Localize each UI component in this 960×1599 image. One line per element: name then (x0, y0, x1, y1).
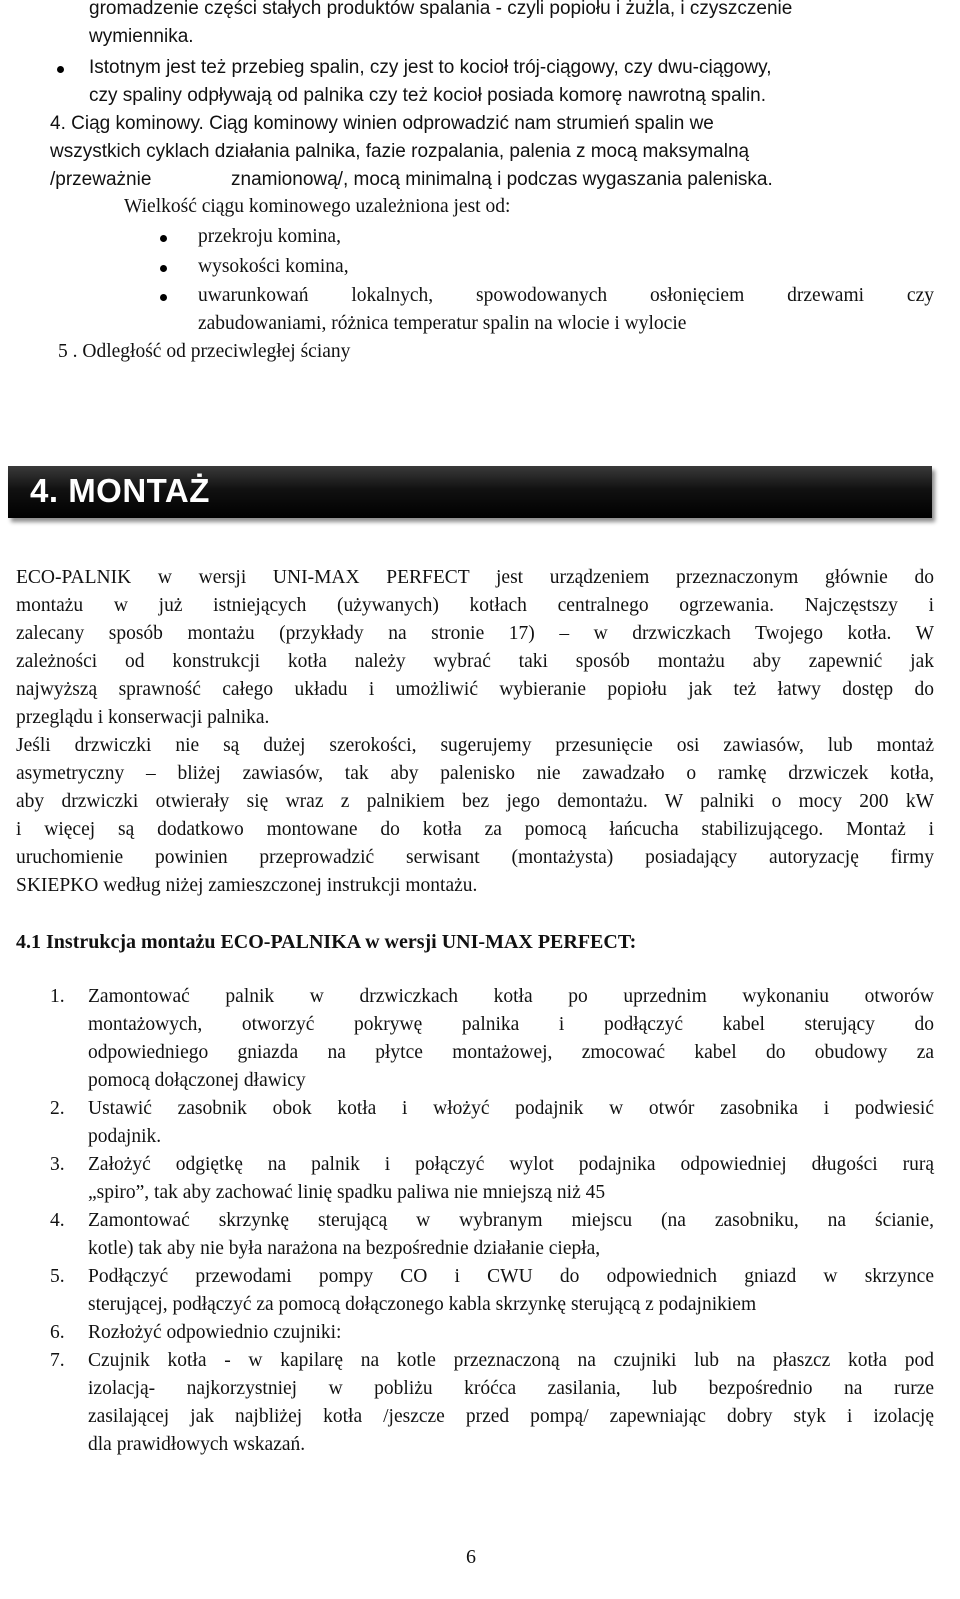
bullet-icon (160, 235, 167, 242)
step-text: Założyć odgiętkę na palnik i połączyć wylot podajnika odpowiedniej długości rurą (88, 1154, 934, 1175)
step-number: 7. (50, 1350, 65, 1371)
section-banner (8, 466, 932, 518)
step-text: pomocą dołączonej dławicy (88, 1070, 306, 1091)
text-line: zależności od konstrukcji kotła należy wybrać taki sposób montażu aby zapewnić jak (16, 651, 934, 672)
list-item-heading: 4. Ciąg kominowy. Ciąg kominowy winien odprowadzić nam strumień spalin we (50, 113, 714, 134)
list-item: zabudowaniami, różnica temperatur spalin na wlocie i wylocie (198, 313, 687, 334)
section-title: 4. MONTAŻ (30, 472, 210, 509)
text-line: asymetryczny – bliżej zawiasów, tak aby palenisko nie zawadzało o ramkę drzwiczek kotła, (16, 763, 934, 784)
step-text: Rozłożyć odpowiednio czujniki: (88, 1322, 342, 1343)
text-line: wszystkich cyklach działania palnika, fazie rozpalania, palenia z mocą maksymalną (50, 141, 750, 162)
step-number: 6. (50, 1322, 65, 1343)
text-line: gromadzenie części stałych produktów spalania - czyli popiołu i żużla, i czyszczenie (89, 0, 793, 19)
step-text: Zamontować skrzynkę sterującą w wybranym miejscu (na zasobniku, na ścianie, (88, 1210, 934, 1231)
step-text: podajnik. (88, 1126, 162, 1147)
step-text: dla prawidłowych wskazań. (88, 1434, 306, 1455)
step-number: 4. (50, 1210, 65, 1231)
text-line: wymiennika. (89, 26, 194, 47)
text-line: przeglądu i konserwacji palnika. (16, 707, 270, 728)
text-line: ECO-PALNIK w wersji UNI-MAX PERFECT jest urządzeniem przeznaczonym głównie do (16, 567, 934, 588)
text-line: /przeważnie (50, 169, 152, 190)
page-number: 6 (466, 1546, 476, 1568)
text-line: montażu w już istniejących (używanych) kotłach centralnego ogrzewania. Najczęstszy i (16, 595, 934, 616)
step-number: 2. (50, 1098, 65, 1119)
step-text: montażowych, otworzyć pokrywę palnika i podłączyć kabel sterujący do (88, 1014, 934, 1035)
text-line: Istotnym jest też przebieg spalin, czy jest to kocioł trój-ciągowy, czy dwu-ciągowy, (89, 57, 772, 78)
text-line: i więcej są dodatkowo montowane do kotła za pomocą łańcucha stabilizującego. Montaż i (16, 819, 934, 840)
list-item: wysokości komina, (198, 256, 349, 277)
step-text: sterującej, podłączyć za pomocą dołączonego kabla skrzynkę sterującą z podajnikiem (88, 1294, 757, 1315)
step-text: „spiro”, tak aby zachować linię spadku paliwa nie mniejszą niż 45 (88, 1182, 606, 1203)
list-item: uwarunkowań lokalnych, spowodowanych osłonięciem drzewami czy (198, 285, 934, 306)
step-text: Czujnik kotła - w kapilarę na kotle przeznaczoną na czujniki lub na płaszcz kotła pod (88, 1350, 934, 1371)
text-line: czy spaliny odpływają od palnika czy też kocioł posiada komorę nawrotną spalin. (89, 85, 766, 106)
step-text: zasilającej jak najbliżej kotła /jeszcze przed pompą/ zapewniając dobry styk i izolację (88, 1406, 934, 1427)
step-number: 5. (50, 1266, 65, 1287)
list-item-heading: 5 . Odległość od przeciwległej ściany (58, 341, 351, 362)
text-line: najwyższą sprawność całego układu i umożliwić wybieranie popiołu jak też łatwy dostęp do (16, 679, 934, 700)
bullet-icon (57, 66, 64, 73)
text-line: SKIEPKO według niżej zamieszczonej instrukcji montażu. (16, 875, 478, 896)
text-line: Wielkość ciągu kominowego uzależniona jest od: (124, 196, 511, 217)
text-line: zalecany sposób montażu (przykłady na stronie 17) – w drzwiczkach Twojego kotła. W (16, 623, 934, 644)
step-number: 1. (50, 986, 65, 1007)
step-text: izolacją- najkorzystniej w pobliżu króćca zasilania, lub bezpośrednio na rurze (88, 1378, 934, 1399)
bullet-icon (160, 294, 167, 301)
step-text: Podłączyć przewodami pompy CO i CWU do odpowiednich gniazd w skrzynce (88, 1266, 934, 1287)
text-line: uruchomienie powinien przeprowadzić serwisant (montażysta) posiadający autoryzację firmy (16, 847, 934, 868)
list-item: przekroju komina, (198, 226, 341, 247)
bullet-icon (160, 265, 167, 272)
step-text: odpowiedniego gniazda na płytce montażowej, zmocować kabel do obudowy za (88, 1042, 934, 1063)
step-number: 3. (50, 1154, 65, 1175)
subsection-title: 4.1 Instrukcja montażu ECO-PALNIKA w wersji UNI-MAX PERFECT: (16, 931, 637, 953)
text-line: aby drzwiczki otwierały się wraz z palnikiem bez jego demontażu. W palniki o mocy 200 kW (16, 791, 934, 812)
text-line: Jeśli drzwiczki nie są dużej szerokości, sugerujemy przesunięcie osi zawiasów, lub montaż (16, 735, 934, 756)
step-text: Zamontować palnik w drzwiczkach kotła po uprzednim wykonaniu otworów (88, 986, 934, 1007)
step-text: kotle) tak aby nie była narażona na bezpośrednie działanie ciepła, (88, 1238, 601, 1259)
text-line: znamionową/, mocą minimalną i podczas wygaszania paleniska. (231, 169, 773, 190)
step-text: Ustawić zasobnik obok kotła i włożyć podajnik w otwór zasobnika i podwiesić (88, 1098, 934, 1119)
